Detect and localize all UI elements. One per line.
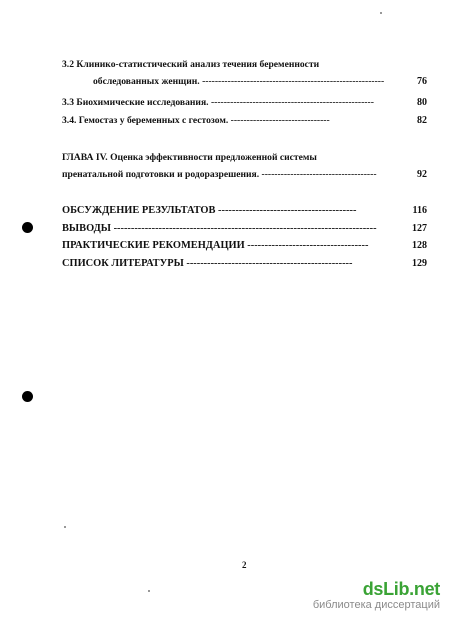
toc-entry-recommendations: ПРАКТИЧЕСКИЕ РЕКОМЕНДАЦИИ ----------------------------------- bbox=[62, 240, 369, 251]
toc-entry-3-3: 3.3 Биохимические исследования. --------------------------------------------------- bbox=[62, 97, 374, 108]
toc-entry-chapter-4-line1: ГЛАВА IV. Оценка эффективности предложенной системы bbox=[62, 152, 317, 163]
toc-page-number: 80 bbox=[417, 97, 427, 108]
toc-entry-3-2-line2: обследованных женщин. --------------------------------------------------------- bbox=[93, 76, 385, 87]
toc-entry-references: СПИСОК ЛИТЕРАТУРЫ ------------------------------------------------ bbox=[62, 258, 353, 269]
binder-hole-mark bbox=[22, 391, 33, 402]
toc-page-number: 82 bbox=[417, 115, 427, 126]
binder-hole-mark bbox=[22, 222, 33, 233]
page-number: 2 bbox=[242, 560, 247, 570]
toc-entry-conclusions: ВЫВОДЫ ---------------------------------------------------------------------------- bbox=[62, 223, 377, 234]
scan-speck bbox=[64, 526, 66, 528]
toc-page-number: 129 bbox=[412, 258, 427, 269]
watermark-logo: dsLib.net bbox=[362, 579, 440, 599]
toc-page-number: 128 bbox=[412, 240, 427, 251]
scan-speck bbox=[380, 12, 382, 14]
toc-entry-chapter-4-line2: пренатальной подготовки и родоразрешения. ------------------------------------ bbox=[62, 169, 377, 180]
toc-page-number: 76 bbox=[417, 76, 427, 87]
toc-page-number: 127 bbox=[412, 223, 427, 234]
toc-entry-discussion: ОБСУЖДЕНИЕ РЕЗУЛЬТАТОВ ---------------------------------------- bbox=[62, 205, 357, 216]
watermark-subtitle: библиотека диссертаций bbox=[312, 599, 440, 611]
toc-page-number: 116 bbox=[412, 205, 427, 216]
watermark bbox=[313, 580, 440, 612]
toc-entry-3-2-line1: 3.2 Клинико-статистический анализ течения беременности bbox=[62, 59, 320, 70]
toc-page-number: 92 bbox=[417, 169, 427, 180]
scan-speck bbox=[148, 590, 150, 592]
toc-entry-3-4: 3.4. Гемостаз у беременных с гестозом. ------------------------------- bbox=[62, 115, 330, 126]
